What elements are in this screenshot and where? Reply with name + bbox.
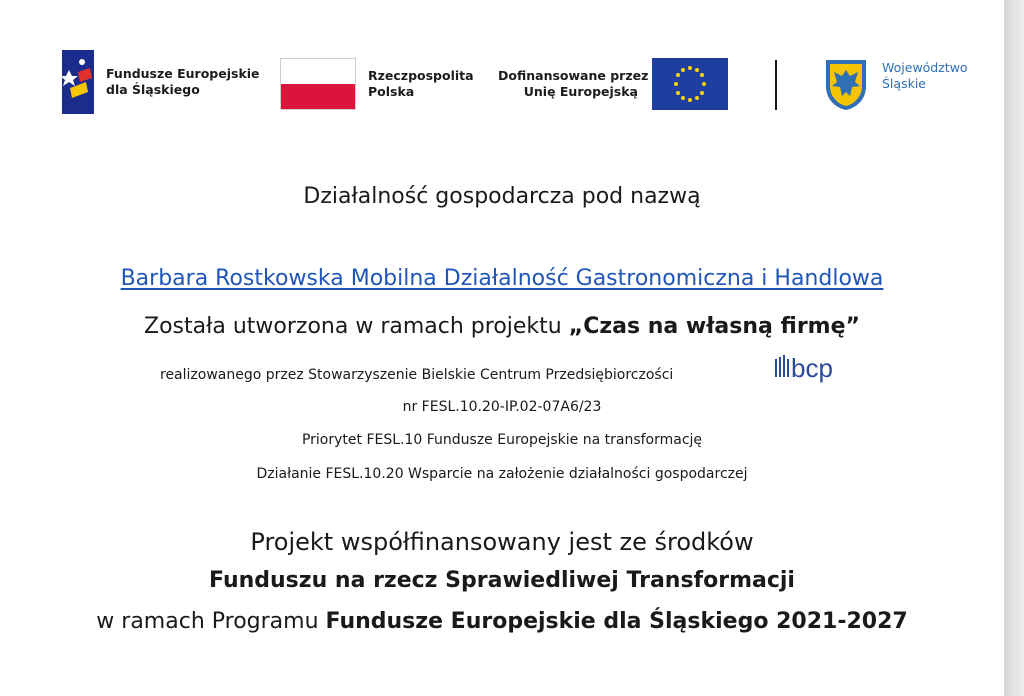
logo-strip — [0, 0, 1004, 130]
wojewodztwo-line1: Województwo — [882, 60, 968, 75]
priority-line: Priorytet FESL.10 Fundusze Europejskie na transformację — [301, 432, 703, 448]
fe-slaskie-line2: dla Śląskiego — [106, 82, 200, 97]
fund-line: Funduszu na rzecz Sprawiedliwej Transformacji — [209, 568, 795, 593]
bcp-logo — [775, 349, 847, 387]
rp-line2: Polska — [368, 84, 415, 99]
eu-line1: Dofinansowane przez — [498, 68, 649, 83]
eu-line2: Unię Europejską — [523, 84, 638, 99]
polish-flag-icon — [280, 58, 356, 110]
rp-logo — [280, 58, 474, 114]
wojewodztwo-line2: Śląskie — [882, 76, 926, 91]
business-name-link[interactable] — [0, 266, 1004, 291]
program-prefix: w ramach Programu — [96, 609, 326, 634]
intro-heading: Działalność gospodarcza pod nazwą — [303, 184, 701, 209]
business-name-text: Barbara Rostkowska Mobilna Działalność Gastronomiczna i Handlowa — [120, 266, 884, 291]
created-line — [0, 314, 1004, 339]
silesian-eagle-crest-icon — [822, 56, 870, 112]
wojewodztwo-logo — [822, 56, 968, 116]
rp-line1: Rzeczpospolita — [368, 68, 474, 83]
program-line — [0, 609, 1004, 634]
project-name: „Czas na własną firmę” — [568, 314, 860, 339]
cofinanced-line: Projekt współfinansowany jest ze środków — [250, 528, 754, 556]
action-line: Działanie FESL.10.20 Wsparcie na założenie działalności gospodarczej — [256, 466, 748, 482]
program-name: Fundusze Europejskie dla Śląskiego 2021-2027 — [325, 609, 908, 634]
created-prefix: Została utworzona w ramach projektu — [144, 314, 569, 339]
fe-slaskie-logo — [58, 48, 260, 120]
realized-by: realizowanego przez Stowarzyszenie Bielskie Centrum Przedsiębiorczości — [160, 367, 674, 383]
bcp-logo-icon — [775, 349, 847, 383]
logo-divider — [775, 60, 777, 110]
fe-slaskie-line1: Fundusze Europejskie — [106, 66, 260, 81]
page-edge — [1004, 0, 1024, 696]
bcp-logo-text: bcp — [791, 353, 833, 383]
eu-flag-icon — [652, 58, 728, 110]
project-number: nr FESL.10.20-IP.02-07A6/23 — [402, 399, 602, 415]
fe-star-flag-icon — [58, 48, 98, 116]
